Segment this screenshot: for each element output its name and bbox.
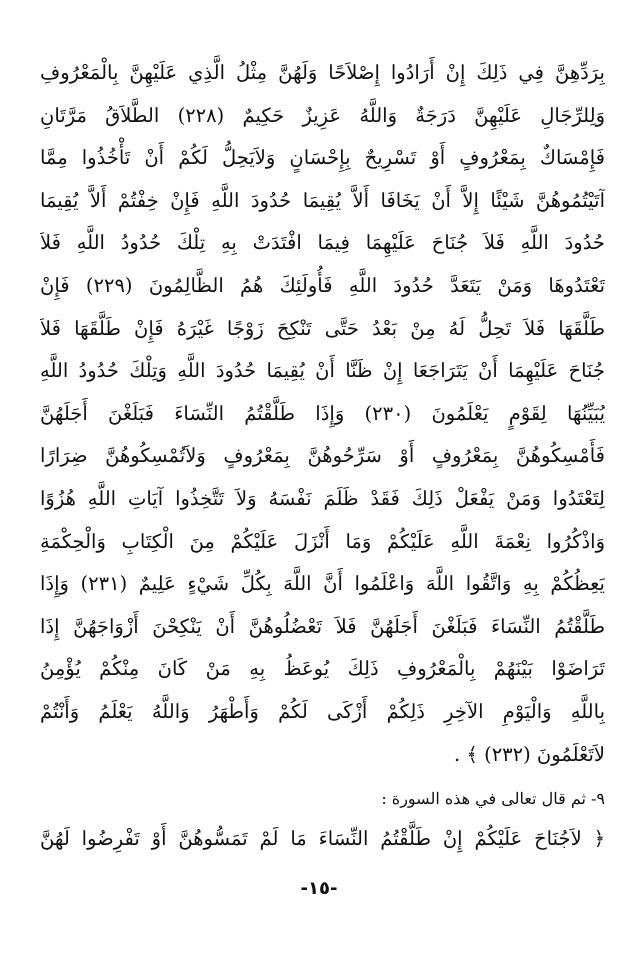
verse-line: فَأَمْسِكُوهُنَّ بِمَعْرُوفٍ أَوْ سَرِّحُوهُنَّ بِمَعْرُوفٍ وَلاَتُمْسِكُوهُنَّ ضِرَارًا	[40, 444, 605, 468]
verse-line: تَرَاضَوْا بَيْنَهُمْ بِالْمَعْرُوفِ ذَلِكَ يُوعَظُ بِهِ مَنْ كَانَ مِنْكُمْ يُؤْمِنُ	[40, 657, 605, 681]
verse-line: وَلِلرِّجَالِ عَلَيْهِنَّ دَرَجَةٌ وَاللَّهُ عَزِيزٌ حَكِيمٌ (٢٢٨) الطَّلاَقُ مَرَّتَانِ	[40, 103, 605, 127]
verse-line: لِتَعْتَدُوا وَمَنْ يَفْعَلْ ذَلِكَ فَقَدْ ظَلَمَ نَفْسَهُ وَلاَ تَتَّخِذُوا آيَاتِ اللَّهِ هُزُوًا	[40, 486, 605, 510]
next-verse-line: ﴿ لاَجُنَاحَ عَلَيْكُمْ إِنْ طَلَّقْتُمُ النِّسَاءَ مَا لَمْ تَمَسُّوهُنَّ أَوْ تَفْرِضُوا لَهُنَّ	[40, 827, 605, 851]
verse-line: لاَتَعْلَمُونَ (٢٣٢) ﴾ .	[454, 742, 605, 766]
section-note: ٩- ثم قال تعالى في هذه السورة :	[381, 789, 605, 809]
verse-line: تَعْتَدُوهَا وَمَنْ يَتَعَدَّ حُدُودَ اللَّهِ فَأُولَئِكَ هُمُ الظَّالِمُونَ (٢٢٩) فَإِنْ	[40, 273, 605, 297]
page-number: -١٥-	[300, 878, 338, 899]
verse-line: بِاللَّهِ وَالْيَوْمِ الآخِرِ ذَلِكُمْ أَزْكَى لَكُمْ وَأَطْهَرُ وَاللَّهُ يَعْلَمُ وَأَنْتُمْ	[40, 699, 605, 723]
verse-line: وَاذْكُرُوا نِعْمَةَ اللَّهِ عَلَيْكُمْ وَمَا أَنْزَلَ عَلَيْكُمْ مِنَ الْكِتَابِ وَالْحِكْمَةِ	[40, 529, 605, 553]
verse-line: بِرَدِّهِنَّ فِي ذَلِكَ إِنْ أَرَادُوا إِصْلاَحًا وَلَهُنَّ مِثْلُ الَّذِي عَلَيْهِنَّ بِالْمَعْرُوفِ	[40, 61, 605, 84]
verse-line: طَلَّقَهَا فَلاَ تَحِلُّ لَهُ مِنْ بَعْدُ حَتَّى تَنْكِحَ زَوْجًا غَيْرَهُ فَإِنْ طَلَّقَهَا فَلاَ	[40, 316, 605, 340]
verse-line: جُنَاحَ عَلَيْهِمَا أَنْ يَتَرَاجَعَا إِنْ ظَنَّا أَنْ يُقِيمَا حُدُودَ اللَّهِ وَتِلْكَ حُدُودُ اللَّهِ	[40, 359, 605, 383]
verse-line: طَلَّقْتُمُ النِّسَاءَ فَبَلَغْنَ أَجَلَهُنَّ فَلاَ تَعْضُلُوهُنَّ أَنْ يَنْكِحْنَ أَزْوَاجَهُنَّ إِذَا	[40, 614, 605, 638]
page-text	[40, 52, 605, 932]
verse-line: يُبَيِّنُهَا لِقَوْمٍ يَعْلَمُونَ (٢٣٠) وَإِذَا طَلَّقْتُمُ النِّسَاءَ فَبَلَغْنَ أَجَلَهُنَّ	[40, 401, 605, 425]
verse-line: فَإِمْسَاكٌ بِمَعْرُوفٍ أَوْ تَسْرِيحٌ بِإِحْسَانٍ وَلاَيَحِلُّ لَكُمْ أَنْ تَأْخُذُوا مِمَّا	[40, 146, 605, 170]
verse-line: يَعِظُكُمْ بِهِ وَاتَّقُوا اللَّهَ وَاعْلَمُوا أَنَّ اللَّهَ بِكُلِّ شَيْءٍ عَلِيمٌ (٢٣١) وَإِذَا	[40, 572, 605, 596]
verse-line: آتَيْتُمُوهُنَّ شَيْئًا إِلاَّ أَنْ يَخَافَا أَلاَّ يُقِيمَا حُدُودَ اللَّهِ فَإِنْ خِفْتُمْ أَلاَّ يُقِيمَا	[40, 188, 605, 212]
verse-line: حُدُودَ اللَّهِ فَلاَ جُنَاحَ عَلَيْهِمَا فِيمَا افْتَدَتْ بِهِ تِلْكَ حُدُودُ اللَّهِ فَلاَ	[40, 231, 605, 255]
